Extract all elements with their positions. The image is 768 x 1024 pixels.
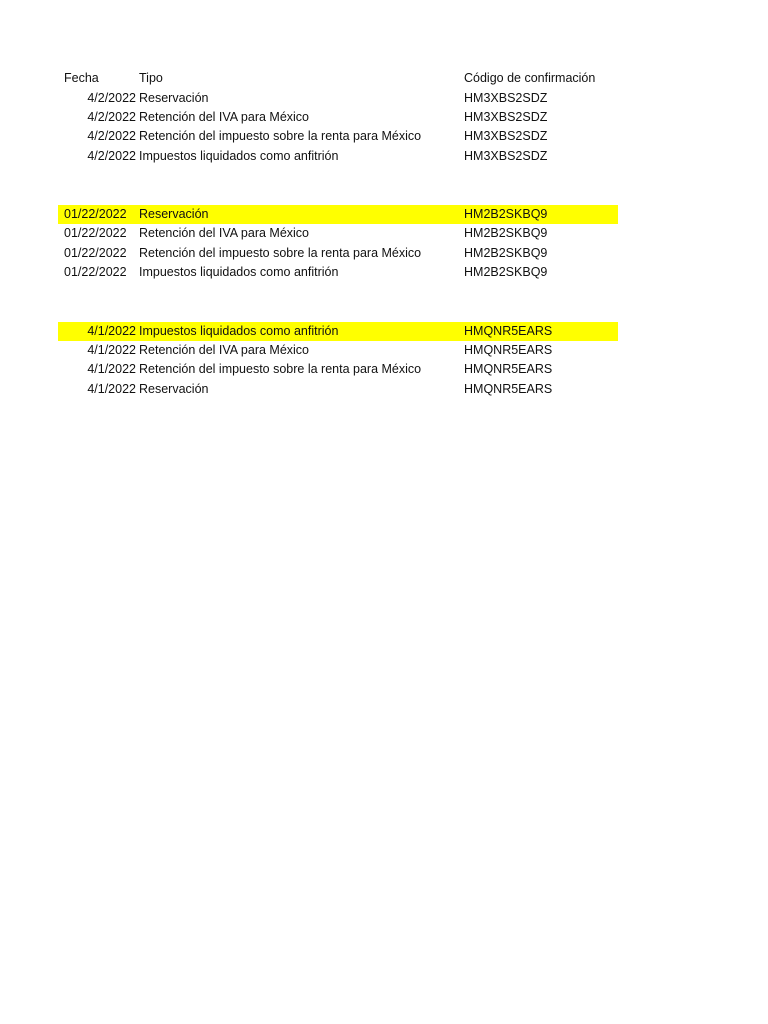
row-fecha: 01/22/2022 xyxy=(64,207,127,221)
row-fecha: 4/2/2022 xyxy=(87,149,136,163)
row-codigo: HM2B2SKBQ9 xyxy=(464,226,548,240)
header-tipo: Tipo xyxy=(139,71,163,85)
table-row xyxy=(58,127,618,146)
table-row xyxy=(58,360,618,379)
table-row xyxy=(58,89,618,108)
row-fecha: 01/22/2022 xyxy=(64,265,127,279)
row-fecha: 4/1/2022 xyxy=(87,362,136,376)
row-codigo: HMQNR5EARS xyxy=(464,382,553,396)
row-tipo: Reservación xyxy=(139,91,209,105)
table-row xyxy=(58,380,618,399)
row-codigo: HM3XBS2SDZ xyxy=(464,129,548,143)
row-tipo: Retención del IVA para México xyxy=(139,343,310,357)
row-fecha: 4/2/2022 xyxy=(87,91,136,105)
row-fecha: 01/22/2022 xyxy=(64,226,127,240)
row-fecha: 4/2/2022 xyxy=(87,129,136,143)
header-codigo: Código de confirmación xyxy=(464,71,596,85)
table-row xyxy=(58,244,618,263)
row-tipo: Retención del IVA para México xyxy=(139,110,310,124)
row-codigo: HMQNR5EARS xyxy=(464,324,553,338)
row-codigo: HM2B2SKBQ9 xyxy=(464,207,548,221)
row-tipo: Impuestos liquidados como anfitrión xyxy=(139,265,339,279)
row-fecha: 4/1/2022 xyxy=(87,382,136,396)
table-row xyxy=(58,263,618,282)
row-tipo: Retención del IVA para México xyxy=(139,226,310,240)
row-fecha: 01/22/2022 xyxy=(64,246,127,260)
row-fecha: 4/2/2022 xyxy=(87,110,136,124)
row-codigo: HM2B2SKBQ9 xyxy=(464,265,548,279)
row-tipo: Impuestos liquidados como anfitrión xyxy=(139,149,339,163)
row-codigo: HMQNR5EARS xyxy=(464,362,553,376)
table-row xyxy=(58,108,618,127)
row-tipo: Impuestos liquidados como anfitrión xyxy=(139,324,339,338)
row-fecha: 4/1/2022 xyxy=(87,343,136,357)
row-tipo: Reservación xyxy=(139,382,209,396)
header-fecha: Fecha xyxy=(64,71,99,85)
table-row xyxy=(58,341,618,360)
table-row-highlighted xyxy=(58,322,618,341)
row-codigo: HM2B2SKBQ9 xyxy=(464,246,548,260)
row-tipo: Retención del impuesto sobre la renta para México xyxy=(139,362,422,376)
row-codigo: HM3XBS2SDZ xyxy=(464,110,548,124)
row-tipo: Retención del impuesto sobre la renta para México xyxy=(139,129,422,143)
row-codigo: HM3XBS2SDZ xyxy=(464,149,548,163)
table-row xyxy=(58,224,618,243)
table-row xyxy=(58,147,618,166)
row-tipo: Reservación xyxy=(139,207,209,221)
row-fecha: 4/1/2022 xyxy=(87,324,136,338)
header-row xyxy=(58,69,618,88)
table-row-highlighted xyxy=(58,205,618,224)
row-codigo: HM3XBS2SDZ xyxy=(464,91,548,105)
row-codigo: HMQNR5EARS xyxy=(464,343,553,357)
row-tipo: Retención del impuesto sobre la renta para México xyxy=(139,246,422,260)
